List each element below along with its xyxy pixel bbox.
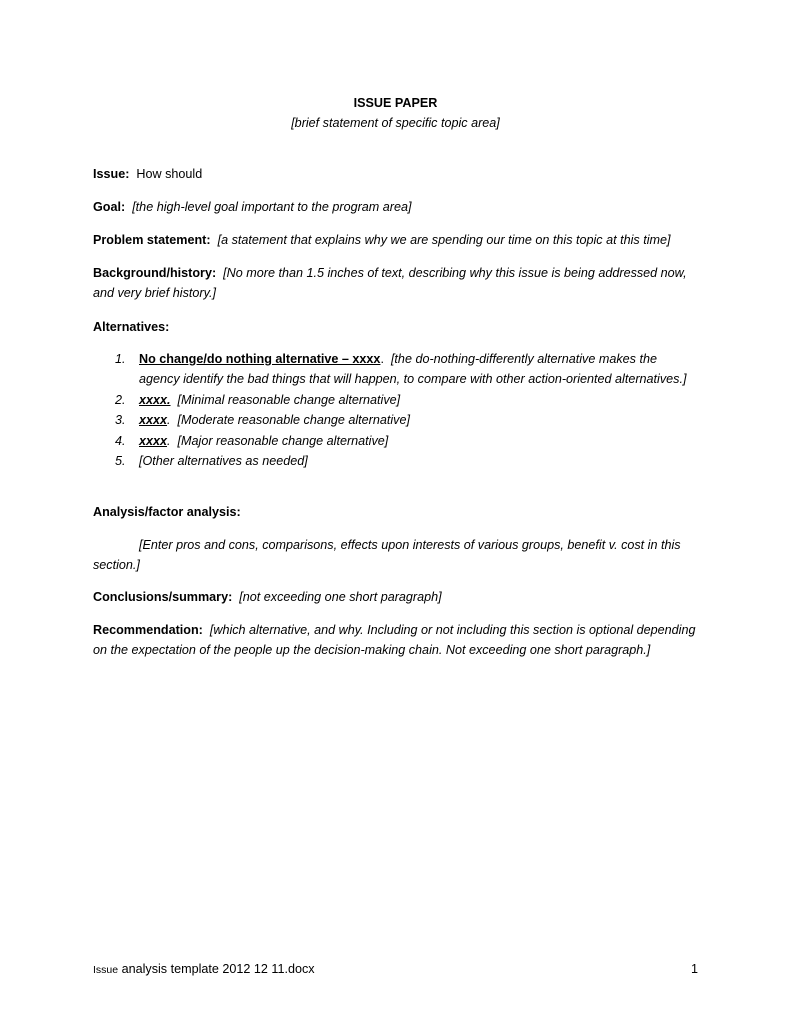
analysis-heading: Analysis/factor analysis: xyxy=(93,505,241,519)
problem-text: [a statement that explains why we are spending our time on this topic at this time] xyxy=(217,233,671,247)
alternative-lead: No change/do nothing alternative – xxxx xyxy=(139,352,381,366)
alternative-text: [Major reasonable change alternative] xyxy=(177,433,389,448)
document-subtitle: [brief statement of specific topic area] xyxy=(291,116,500,130)
list-item xyxy=(93,431,698,451)
background-text: [No more than 1.5 inches of text, describing why this issue is being addressed now, and very brief history.] xyxy=(93,266,687,301)
alternative-text: [Other alternatives as needed] xyxy=(139,454,308,469)
alternative-text: [the do-nothing-differently alternative makes the agency identify the bad things that will happen, to compare with other action-oriented alternatives.] xyxy=(139,352,687,387)
alternative-text: [Moderate reasonable change alternative] xyxy=(177,413,410,428)
footer-filename-prefix: Issue xyxy=(93,964,119,976)
problem-paragraph xyxy=(93,230,713,250)
goal-paragraph xyxy=(93,197,698,217)
recommendation-label: Recommendation: xyxy=(93,623,203,637)
background-paragraph xyxy=(93,263,698,304)
recommendation-paragraph xyxy=(93,620,698,661)
issue-text: How should xyxy=(136,167,203,181)
analysis-text: [Enter pros and cons, comparisons, effects upon interests of various groups, benefit v. cost in this section.] xyxy=(93,538,681,573)
alternatives-heading: Alternatives: xyxy=(93,320,170,334)
analysis-paragraph xyxy=(93,535,698,576)
conclusions-text: [not exceeding one short paragraph] xyxy=(239,590,442,604)
alternatives-list xyxy=(93,349,698,471)
list-number: 1. xyxy=(115,352,126,366)
background-label: Background/history: xyxy=(93,266,217,280)
recommendation-text: [which alternative, and why. Including or not including this section is optional depending on the expectation of the people up the decision-making chain. Not exceeding one short paragraph.] xyxy=(93,623,696,658)
list-item xyxy=(93,390,698,410)
issue-paragraph xyxy=(93,164,698,184)
alternative-sep: . xyxy=(167,433,171,448)
problem-label: Problem statement: xyxy=(93,233,211,247)
list-number: 3. xyxy=(115,413,126,428)
page-number: 1 xyxy=(691,962,699,976)
list-item xyxy=(93,410,698,430)
alternative-sep: . xyxy=(380,352,384,366)
list-number: 5. xyxy=(115,454,126,469)
alternative-lead: xxxx. xyxy=(139,392,171,407)
goal-text: [the high-level goal important to the program area] xyxy=(132,200,412,214)
conclusions-label: Conclusions/summary: xyxy=(93,590,233,604)
goal-label: Goal: xyxy=(93,200,126,214)
list-number: 4. xyxy=(115,433,126,448)
conclusions-paragraph xyxy=(93,587,698,607)
footer-filename-rest: analysis template 2012 12 11.docx xyxy=(118,962,315,976)
issue-label: Issue: xyxy=(93,167,130,181)
footer-filename xyxy=(93,961,315,978)
list-item xyxy=(93,451,698,471)
list-item xyxy=(93,349,698,390)
alternative-sep: . xyxy=(167,413,171,428)
alternative-text: [Minimal reasonable change alternative] xyxy=(177,392,401,407)
alternative-lead: xxxx xyxy=(139,433,168,448)
list-number: 2. xyxy=(115,392,126,407)
alternative-lead: xxxx xyxy=(139,413,168,428)
document-title: ISSUE PAPER xyxy=(353,96,438,110)
